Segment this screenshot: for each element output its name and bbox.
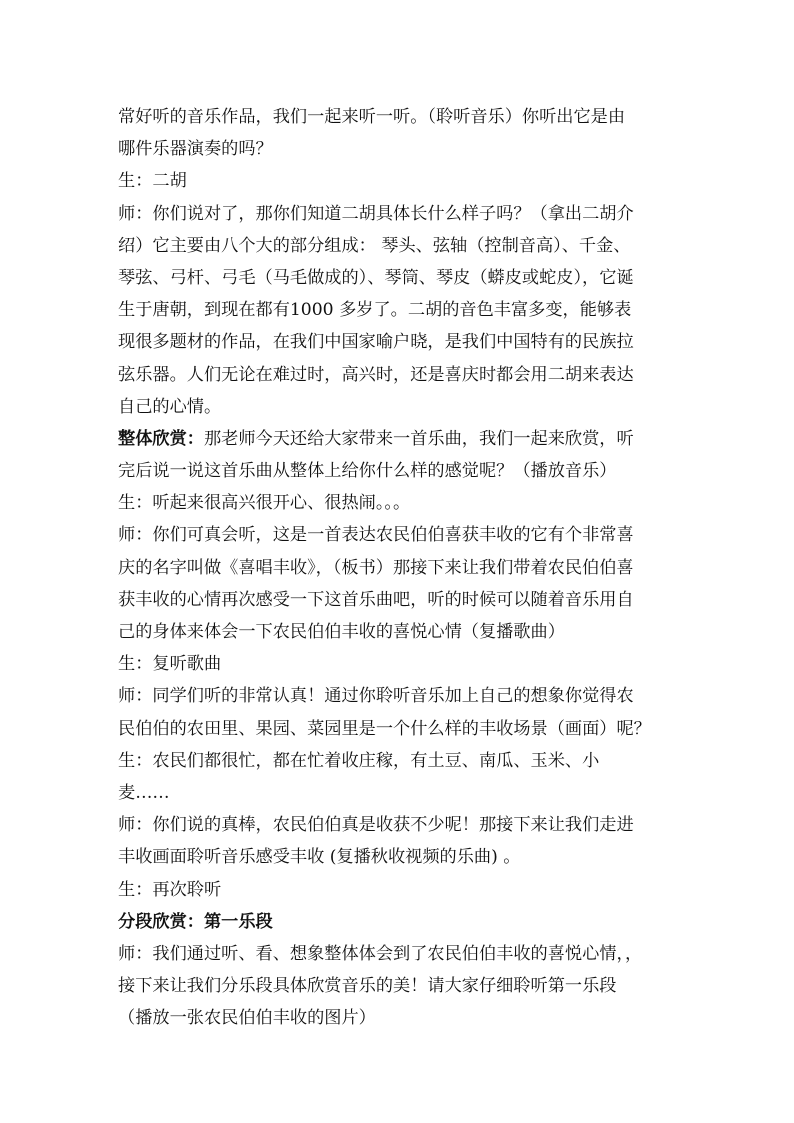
line-text: 自己的心情。 bbox=[118, 396, 222, 417]
line-text: 琴弦、弓杆、弓毛（马毛做成的）、琴筒、琴皮（蟒皮或蛇皮），它诞 bbox=[118, 267, 634, 288]
line-text: 常好听的音乐作品，我们一起来听一听。（聆听音乐）你听出它是由 bbox=[118, 107, 626, 127]
line-text: 师：你们说对了，那你们知道二胡具体长什么样子吗？（拿出二胡介 bbox=[118, 203, 634, 224]
text-line bbox=[118, 938, 678, 970]
document-body bbox=[118, 101, 678, 1034]
text-line bbox=[118, 680, 678, 712]
text-line bbox=[118, 423, 678, 455]
section-heading: 分段欣赏：第一乐段 bbox=[118, 911, 273, 932]
section-heading: 整体欣赏： bbox=[118, 428, 204, 449]
line-text: 生：再次聆听 bbox=[118, 879, 222, 900]
line-text: 获丰收的心情再次感受一下这首乐曲吧，听的时候可以随着音乐用自 bbox=[118, 589, 634, 610]
text-line bbox=[118, 1002, 678, 1034]
text-line bbox=[118, 198, 678, 230]
text-line bbox=[118, 326, 678, 358]
text-line bbox=[118, 906, 678, 938]
text-line bbox=[118, 101, 678, 133]
text-line bbox=[118, 616, 678, 648]
text-line bbox=[118, 584, 678, 616]
text-line bbox=[118, 165, 678, 197]
line-text: 师：你们说的真棒，农民伯伯真是收获不少呢！那接下来让我们走进 bbox=[118, 815, 634, 836]
line-text: 完后说一说这首乐曲从整体上给你什么样的感觉呢？（播放音乐） bbox=[118, 461, 617, 482]
text-line bbox=[118, 133, 678, 165]
line-text: 师：我们通过听、看、想象整体体会到了农民伯伯丰收的喜悦心情，， bbox=[118, 943, 643, 964]
line-text: 庆的名字叫做《喜唱丰收》，（板书）那接下来让我们带着农民伯伯喜 bbox=[118, 557, 634, 578]
text-line bbox=[118, 262, 678, 294]
text-line bbox=[118, 391, 678, 423]
text-line bbox=[118, 552, 678, 584]
line-text: 师：你们可真会听，这是一首表达农民伯伯喜获丰收的它有个非常喜 bbox=[118, 525, 634, 546]
text-line bbox=[118, 455, 678, 487]
text-line bbox=[118, 648, 678, 680]
text-line bbox=[118, 294, 678, 326]
text-line bbox=[118, 519, 678, 551]
line-text: 绍）它主要由八个大的部分组成： 琴头、弦轴（控制音高）、千金、 bbox=[118, 235, 631, 256]
text-line bbox=[118, 809, 678, 841]
text-line bbox=[118, 777, 678, 809]
line-text: 师：同学们听的非常认真！通过你聆听音乐加上自己的想象你觉得农 bbox=[118, 686, 634, 707]
text-line bbox=[118, 745, 678, 777]
line-text: 生：复听歌曲 bbox=[118, 654, 222, 675]
line-text: 那老师今天还给大家带来一首乐曲，我们一起来欣赏，听 bbox=[203, 428, 634, 449]
line-text: 生于唐朝，到现在都有1000 多岁了。二胡的音色丰富多变，能够表 bbox=[118, 300, 632, 321]
line-text: 哪件乐器演奏的吗？ bbox=[118, 139, 273, 160]
line-text: 生：农民们都很忙，都在忙着收庄稼，有土豆、南瓜、玉米、小 bbox=[118, 750, 600, 771]
line-text: 现很多题材的作品，在我们中国家喻户晓，是我们中国特有的民族拉 bbox=[118, 332, 634, 353]
text-line bbox=[118, 487, 678, 519]
text-line bbox=[118, 359, 678, 391]
line-text: 麦…… bbox=[118, 782, 170, 803]
line-text: 接下来让我们分乐段具体欣赏音乐的美！请大家仔细聆听第一乐段 bbox=[118, 976, 617, 997]
line-text: 民伯伯的农田里、果园、菜园里是一个什么样的丰收场景（画面）呢？ bbox=[118, 718, 651, 739]
text-line bbox=[118, 713, 678, 745]
text-line bbox=[118, 230, 678, 262]
text-line bbox=[118, 874, 678, 906]
line-text: （播放一张农民伯伯丰收的图片） bbox=[118, 1008, 376, 1029]
line-text: 弦乐器。人们无论在难过时，高兴时，还是喜庆时都会用二胡来表达 bbox=[118, 364, 634, 385]
line-text: 生：二胡 bbox=[118, 171, 187, 192]
line-text: 丰收画面聆听音乐感受丰收 (复播秋收视频的乐曲) 。 bbox=[118, 847, 521, 868]
line-text: 己的身体来体会一下农民伯伯丰收的喜悦心情（复播歌曲） bbox=[118, 622, 565, 642]
text-line bbox=[118, 841, 678, 873]
line-text: 生：听起来很高兴很开心、很热闹。。。 bbox=[118, 493, 411, 514]
text-line bbox=[118, 970, 678, 1002]
